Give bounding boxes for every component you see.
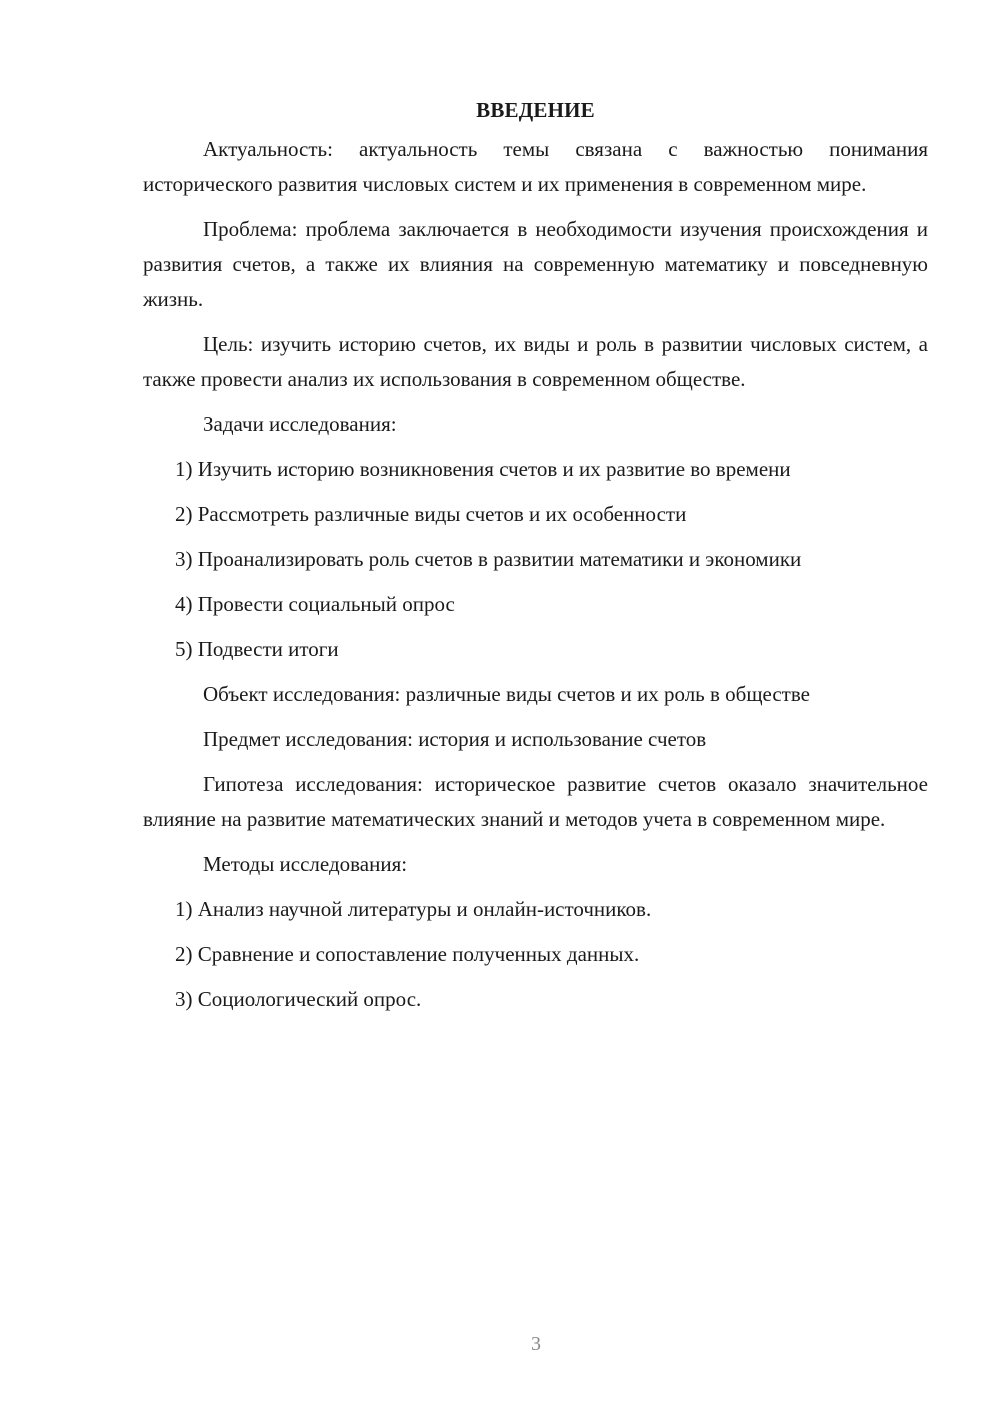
section-title: ВВЕДЕНИЕ — [476, 98, 595, 122]
relevance-paragraph: Актуальность: актуальность темы связана с важностью понимания исторического развития числовых систем и их применения в современном мире. — [143, 137, 928, 196]
problem-paragraph: Проблема: проблема заключается в необходимости изучения происхождения и развития счетов, а также их влияния на современную математику и повседневную жизнь. — [143, 217, 928, 311]
method-item-2: 2) Сравнение и сопоставление полученных данных. — [175, 942, 640, 966]
task-item-4: 4) Провести социальный опрос — [175, 592, 455, 616]
research-subject: Предмет исследования: история и использование счетов — [203, 727, 707, 751]
task-item-2: 2) Рассмотреть различные виды счетов и их особенности — [175, 502, 687, 526]
method-item-3: 3) Социологический опрос. — [175, 987, 422, 1011]
task-item-1: 1) Изучить историю возникновения счетов и их развитие во времени — [175, 457, 791, 481]
hypothesis-paragraph: Гипотеза исследования: историческое развитие счетов оказало значительное влияние на развитие математических знаний и методов учета в современном мире. — [143, 772, 928, 831]
page-number: 3 — [531, 1333, 541, 1355]
research-object: Объект исследования: различные виды счетов и их роль в обществе — [203, 682, 810, 706]
tasks-heading: Задачи исследования: — [203, 412, 397, 436]
page-content — [143, 92, 928, 1027]
goal-paragraph: Цель: изучить историю счетов, их виды и роль в развитии числовых систем, а также провести анализ их использования в современном обществе. — [143, 332, 928, 391]
method-item-1: 1) Анализ научной литературы и онлайн-источников. — [175, 897, 652, 921]
methods-heading: Методы исследования: — [203, 852, 408, 876]
task-item-5: 5) Подвести итоги — [175, 637, 339, 661]
task-item-3: 3) Проанализировать роль счетов в развитии математики и экономики — [175, 547, 802, 571]
